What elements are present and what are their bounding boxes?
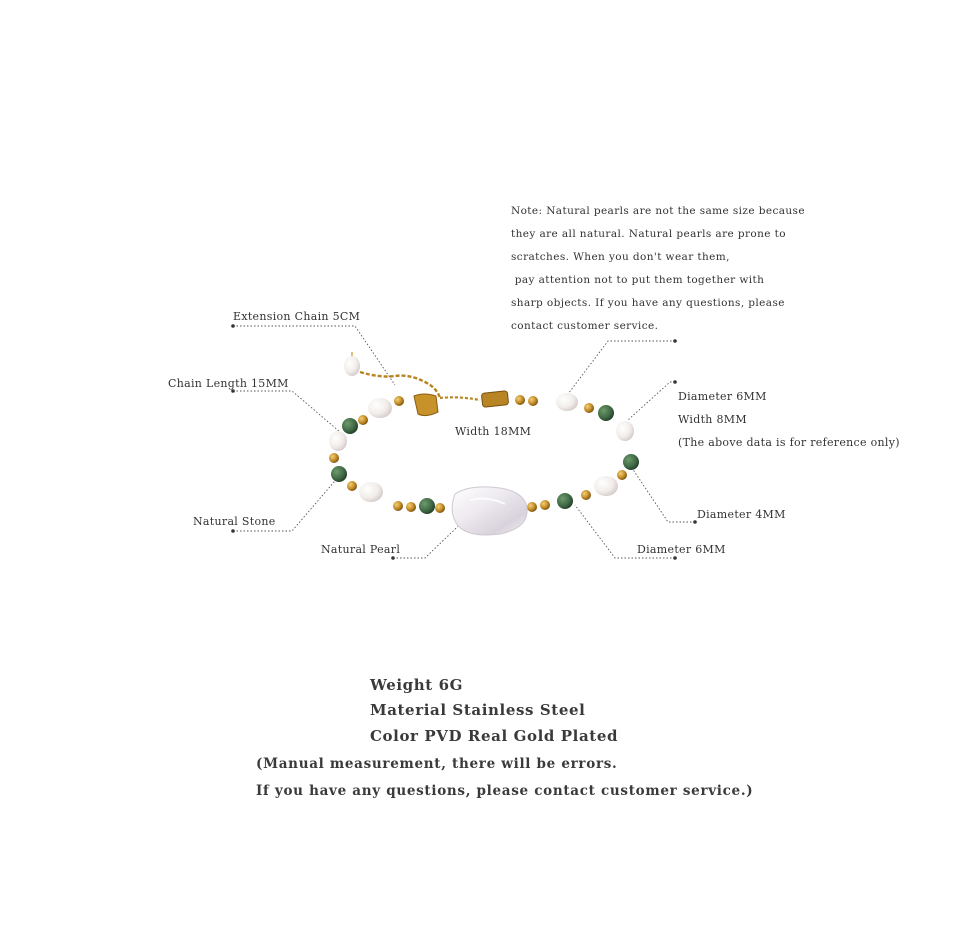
natural-stone-label: Natural Stone [193,515,276,528]
diameter-bottom-label: Diameter 6MM [637,543,726,556]
color-spec: Color PVD Real Gold Plated [370,727,619,745]
reference-note-label: (The above data is for reference only) [678,436,900,449]
weight-spec: Weight 6G [370,676,464,694]
note-line: Note: Natural pearls are not the same size because [511,205,805,217]
width-center-label: Width 18MM [455,425,532,438]
disclaimer-line-1: (Manual measurement, there will be errors. [256,756,618,772]
material-spec: Material Stainless Steel [370,701,586,719]
diameter-right-top-label: Diameter 6MM [678,390,767,403]
note-line: sharp objects. If you have any questions, please [511,297,785,309]
note-line: scratches. When you don't wear them, [511,251,730,263]
diameter-4mm-label: Diameter 4MM [697,508,786,521]
width-right-label: Width 8MM [678,413,747,426]
natural-pearl-label: Natural Pearl [321,543,401,556]
note-line: contact customer service. [511,320,659,332]
chain-length-label: Chain Length 15MM [168,377,289,390]
extension-chain-label: Extension Chain 5CM [233,310,361,323]
bead-strand [329,393,639,535]
note-line: pay attention not to put them together with [511,274,765,286]
disclaimer-line-2: If you have any questions, please contact customer service.) [256,783,754,799]
note-line: they are all natural. Natural pearls are prone to [511,228,786,240]
